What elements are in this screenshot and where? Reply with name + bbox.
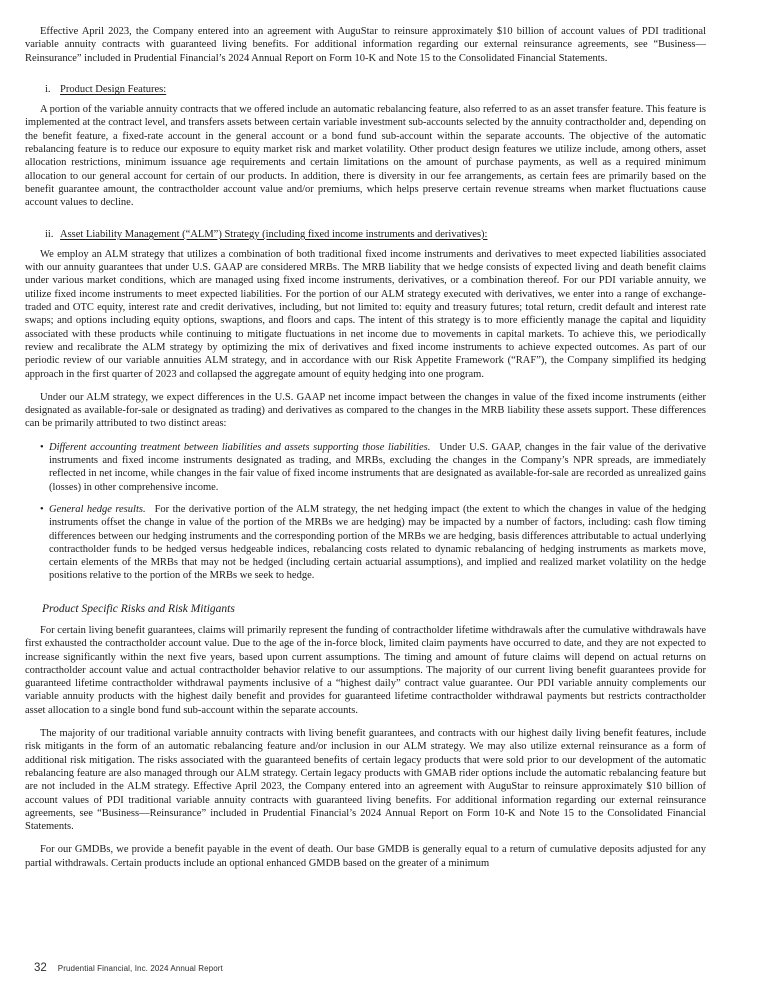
bullet-list	[25, 441, 706, 583]
heading-product-design-text: Product Design Features:	[60, 83, 167, 95]
report-title: Prudential Financial, Inc. 2024 Annual Report	[57, 964, 223, 973]
paragraph-product-design: A portion of the variable annuity contracts that we offered include an automatic rebalancing feature, also referred to as an asset transfer feature. This feature is implemented at the contract level, and transfers assets between certain variable investment sub-accounts selected by the annuity contractholder and, depending on the benefit feature, a fixed-rate account in the general account or a bond fund sub-account within the separate accounts. The objective of the automatic rebalancing feature is to reduce our exposure to equity market risk and market volatility. Other product design features we utilize include, among others, asset allocation restrictions, minimum issuance age requirements and certain limitations on the amount of purchase payments, as well as a required minimum allocation to our general account for certain of our products. In addition, there is diversity in our fee arrangements, as certain fees are primarily based on the benefit guarantee amount, the contractholder account value and/or premiums, which helps preserve certain revenue streams when market fluctuations cause account values to decline.	[25, 104, 706, 209]
heading-product-design-features	[45, 83, 706, 96]
bullet-lead-accounting-treatment: Different accounting treatment between liabilities and assets supporting those liabilities.	[49, 441, 431, 453]
bullet-item-accounting-treatment	[25, 441, 706, 494]
bullet-item-general-hedge-results	[25, 503, 706, 583]
paragraph-living-benefit-claims: For certain living benefit guarantees, claims will primarily represent the funding of contractholder lifetime withdrawals after the cumulative withdrawals have first exhausted the contractholder account value. Due to the age of the in-force block, limited claim payments have occurred to date, and they are not expected to increase significantly within the next five years, based upon current assumptions. The timing and amount of future claims will depend on actual returns on contractholder account value and actual contractholder behavior relative to our assumptions. The majority of our current living benefit guarantees provide for guaranteed lifetime contractholder withdrawal payments inclusive of a “highest daily” contract value guarantee. Our PDI variable annuity complements our variable annuity products with the highest daily benefit and provides for guaranteed lifetime contractholder withdrawal payments but restricts contractholder asset allocation to a single bond fund sub-account within the separate accounts.	[25, 624, 706, 716]
paragraph-gmdb: For our GMDBs, we provide a benefit payable in the event of death. Our base GMDB is generally equal to a return of cumulative deposits adjusted for any partial withdrawals. Certain products include an optional enhanced GMDB based on the greater of a minimum	[25, 844, 706, 869]
page-number: 32	[34, 962, 47, 974]
heading-marker-ii: ii.	[45, 228, 54, 240]
bullet-icon: •	[40, 503, 44, 515]
heading-alm-strategy-text: Asset Liability Management (“ALM”) Strategy (including fixed income instruments and derivatives):	[60, 228, 488, 240]
heading-alm-strategy	[45, 228, 706, 241]
page-footer	[34, 962, 223, 975]
paragraph-risk-mitigants: The majority of our traditional variable annuity contracts with living benefit guarantees, and contracts with our highest daily living benefit features, include risk mitigants in the form of an automatic rebalancing feature and/or inclusion in our ALM strategy. We may also utilize external reinsurance as a form of additional risk mitigation. The risks associated with the guaranteed benefits of certain legacy products that were sold prior to our development of the automatic rebalancing feature are also managed through our ALM strategy. Certain legacy products with GMAB rider options include the automatic rebalancing feature but are not included in the ALM strategy. Effective April 2023, the Company entered into an agreement with AuguStar to reinsure approximately $10 billion of account values of PDI traditional variable annuity contracts with guaranteed living benefits. For additional information regarding our external reinsurance agreements, see “Business—Reinsurance” included in Prudential Financial’s 2024 Annual Report on Form 10-K and Note 15 to the Consolidated Financial Statements.	[25, 728, 706, 833]
bullet-lead-general-hedge-results: General hedge results.	[49, 503, 146, 515]
bullet-icon: •	[40, 441, 44, 453]
heading-product-specific-risks: Product Specific Risks and Risk Mitigants	[42, 602, 235, 615]
bullet-body-general-hedge-results: For the derivative portion of the ALM strategy, the net hedging impact (the extent to which the changes in value of the hedging instruments offset the change in value of the portion of the MRBs we are hedging) may be impacted by a number of factors, including: cash flow timing differences between our hedging instruments and the corresponding portion of the MRBs we are hedging, basis differences attributable to actual underlying contractholder funds to be hedged versus hedgeable indices, rebalancing costs related to dynamic rebalancing of hedging instruments as markets move, certain elements of the MRBs that may not be hedged (including certain actuarial assumptions), and implied and realized market volatility on the hedge positions relative to the portion of the MRBs we seek to hedge.	[49, 503, 706, 582]
paragraph-under-alm: Under our ALM strategy, we expect differences in the U.S. GAAP net income impact between the changes in value of the fixed income instruments (either designated as available-for-sale or designated as trading) and derivatives as compared to the changes in the MRB liability these assets support. These differences can be primarily attributed to two distinct areas:	[25, 391, 706, 430]
paragraph-alm-strategy: We employ an ALM strategy that utilizes a combination of both traditional fixed income instruments and derivatives to meet expected liabilities associated with our annuity guarantees that under U.S. GAAP are considered MRBs. The MRB liability that we hedge consists of expected living and death benefit claims under various market conditions, which are managed using fixed income instruments, derivatives, or a combination thereof. For our PDI variable annuity, we utilize fixed income instruments to meet expected liabilities. For the portion of our ALM strategy executed with derivatives, we enter into a range of exchange-traded and OTC equity, interest rate and credit derivatives, including, but not limited to: equity and treasury futures; total return, credit default and interest rate swaps; and options including equity options, swaptions, and floors and caps. The intent of this strategy is to more efficiently manage the capital and liquidity associated with these products while continuing to mitigate fluctuations in net income due to movements in capital markets. To achieve this, we periodically review and recalibrate the ALM strategy by optimizing the mix of derivatives and fixed income instruments to achieve expected outcomes. As part of our periodic review of our variable annuities ALM strategy, and in accordance with our Risk Appetite Framework (“RAF”), the Company simplified its hedging approach in the first quarter of 2023 and collapsed the aggregate amount of equity hedging into one program.	[25, 248, 706, 380]
heading-marker-i: i.	[45, 83, 51, 95]
bullet-body-accounting-treatment: Under U.S. GAAP, changes in the fair value of the derivative instruments and fixed income instruments designated as trading, and MRBs, excluding the changes in the Company’s NPR spreads, are immediately reflected in net income, while changes in the fair value of fixed income instruments that are designated as available-for-sale are recorded as unrealized gains (losses) in other comprehensive income.	[49, 441, 706, 493]
paragraph-effective-april: Effective April 2023, the Company entered into an agreement with AuguStar to reinsure approximately $10 billion of account values of PDI traditional variable annuity contracts with guaranteed living benefits. For additional information regarding our external reinsurance agreements, see “Business—Reinsurance” included in Prudential Financial’s 2024 Annual Report on Form 10-K and Note 15 to the Consolidated Financial Statements.	[25, 26, 706, 64]
